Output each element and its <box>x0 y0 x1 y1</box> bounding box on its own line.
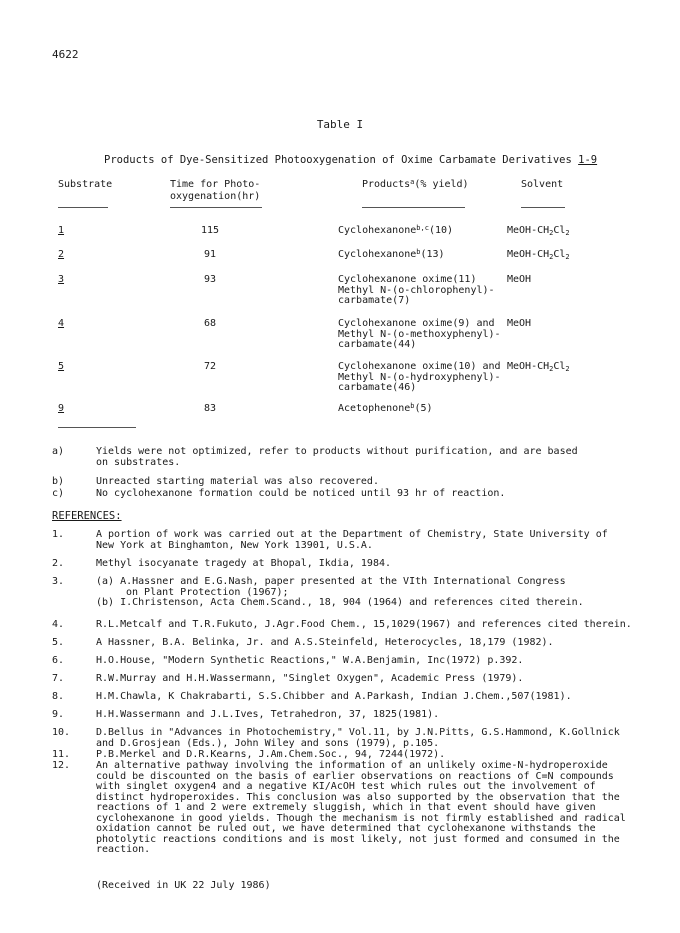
cell-products <box>338 362 501 394</box>
reference-line: Methyl isocyanate tragedy at Bhopal, Ikdia, 1984. <box>96 558 392 569</box>
footnote-line: on substrates. <box>96 457 181 468</box>
cell-time: 68 <box>203 318 217 329</box>
reference-line: distinct hydroperoxides. This conclusion was also supported by the observation that the <box>96 791 620 803</box>
header-rule-solvent <box>521 207 565 208</box>
cell-substrate: 3 <box>58 274 65 285</box>
product-line: Cyclohexanone oxime(10) and <box>338 361 501 372</box>
header-solvent: Solvent <box>521 179 564 190</box>
solvent-sub1: 2 <box>549 229 554 237</box>
reference-line: and D.Grosjean (Eds.), John Wiley and sons (1979), p.105. <box>96 737 440 749</box>
header-products <box>362 179 469 191</box>
cell-time: 115 <box>200 225 220 236</box>
reference-number: 1. <box>52 529 65 540</box>
cell-products <box>338 275 495 307</box>
reference-number: 7. <box>52 673 65 684</box>
solvent-a: MeOH-CH <box>507 249 550 260</box>
reference-line: reactions of 1 and 2 were extremely sluggish, which in that event should have given <box>96 802 596 813</box>
table-bottom-rule <box>58 427 136 428</box>
cell-time: 91 <box>203 249 217 260</box>
reference-line: D.Bellus in "Advances in Photochemistry," Vol.11, by J.N.Pitts, G.S.Hammond, K.Gollnick <box>96 727 620 738</box>
product-line: carbamate(46) <box>338 382 417 393</box>
cell-substrate: 9 <box>58 403 65 414</box>
table-caption-text: Products of Dye-Sensitized Photooxygenation of Oxime Carbamate Derivatives <box>104 154 579 166</box>
cell-products <box>338 250 445 261</box>
table-label: Table I <box>316 118 364 131</box>
reference-number: 5. <box>52 637 65 648</box>
reference-number: 4. <box>52 619 65 630</box>
product-rest: (5) <box>414 403 433 414</box>
product-line: Cyclohexanone <box>338 225 417 236</box>
reference-line: cyclohexanone in good yields. Though the mechanism is not firmly established and radical <box>96 812 626 824</box>
reference-line: R.W.Murray and H.H.Wassermann, "Singlet Oxygen", Academic Press (1979). <box>96 673 524 684</box>
reference-line: P.B.Merkel and D.R.Kearns, J.Am.Chem.Soc., 94, 7244(1972). <box>96 749 446 760</box>
product-rest: (13) <box>420 249 445 260</box>
solvent-b: Cl <box>553 361 566 372</box>
page-number: 4622 <box>52 48 79 61</box>
product-line: Cyclohexanone oxime(9) and <box>338 318 495 329</box>
cell-time: 93 <box>203 274 217 285</box>
reference-number: 11. <box>52 749 71 760</box>
header-substrate: Substrate <box>58 179 113 190</box>
product-line: carbamate(44) <box>338 339 417 350</box>
cell-time: 83 <box>203 403 217 414</box>
footnote-label: b) <box>52 476 65 487</box>
reference-line: oxidation cannot be ruled out, we have determined that cyclohexanone withstands the <box>96 823 596 834</box>
cell-solvent: MeOH <box>507 274 532 285</box>
product-sup: b <box>416 248 421 256</box>
reference-line: A Hassner, B.A. Belinka, Jr. and A.S.Steinfeld, Heterocycles, 18,179 (1982). <box>96 637 554 648</box>
cell-time: 72 <box>203 361 217 372</box>
reference-line: New York at Binghamton, New York 13901, U.S.A. <box>96 539 373 551</box>
solvent-sub2: 2 <box>565 253 570 261</box>
reference-line: on Plant Protection (1967); <box>126 586 289 598</box>
product-line: Methyl N-(o-methoxyphenyl)- <box>338 328 501 340</box>
table-caption-ref: 1-9 <box>578 154 598 166</box>
reference-line: (a) A.Hassner and E.G.Nash, paper presented at the VIth International Congress <box>96 576 566 587</box>
solvent-sub2: 2 <box>565 365 570 373</box>
footnote-line: Yields were not optimized, refer to products without purification, and are based <box>96 446 578 457</box>
reference-line: with singlet oxygen4 and a negative KI/AcOH test which rules out the involvement of <box>96 781 596 792</box>
header-time-line2: oxygenation(hr) <box>170 191 261 202</box>
product-line: Methyl N-(o-chlorophenyl)- <box>338 284 495 296</box>
cell-solvent <box>507 226 570 237</box>
cell-products <box>338 404 433 415</box>
reference-line: H.O.House, "Modern Synthetic Reactions," W.A.Benjamin, Inc(1972) p.392. <box>96 655 524 666</box>
reference-line: photolytic reactions conditions and is most likely, not just formed and consumed in the <box>96 833 620 845</box>
references-heading: REFERENCES: <box>52 510 122 522</box>
product-sup: b,c <box>416 224 429 232</box>
cell-solvent <box>507 362 570 373</box>
product-rest: (10) <box>428 225 454 236</box>
solvent-a: MeOH-CH <box>507 361 550 372</box>
reference-line: reaction. <box>96 844 151 855</box>
header-time <box>170 179 260 203</box>
header-rule-substrate <box>58 207 108 208</box>
product-line: Cyclohexanone oxime(11) <box>338 274 477 285</box>
cell-products <box>338 319 501 351</box>
footnote-line: Unreacted starting material was also recovered. <box>96 476 379 487</box>
reference-number: 9. <box>52 709 65 720</box>
reference-line: could be discounted on the basis of earlier observations on reactions of C=N compounds <box>96 770 614 782</box>
header-products-sup: a <box>410 178 415 186</box>
reference-line: An alternative pathway involving the information of an unlikely oxime-N-hydroperoxide <box>96 760 608 771</box>
cell-solvent <box>507 250 570 261</box>
solvent-b: Cl <box>553 225 566 236</box>
footnote-line: No cyclohexanone formation could be noticed until 93 hr of reaction. <box>96 488 506 499</box>
reference-number: 12. <box>52 760 71 771</box>
reference-number: 2. <box>52 558 65 569</box>
reference-number: 8. <box>52 691 65 702</box>
product-sup: b <box>410 402 415 410</box>
header-rule-time <box>170 207 262 208</box>
solvent-sub1: 2 <box>549 365 554 373</box>
solvent-sub1: 2 <box>549 253 554 261</box>
reference-line: A portion of work was carried out at the Department of Chemistry, State University of <box>96 529 608 540</box>
header-rule-products <box>362 207 465 208</box>
reference-number: 10. <box>52 727 71 738</box>
reference-line: H.M.Chawla, K Chakrabarti, S.S.Chibber and A.Parkash, Indian J.Chem.,507(1981). <box>96 691 572 702</box>
product-line: Cyclohexanone <box>338 249 417 260</box>
reference-number: 6. <box>52 655 65 666</box>
reference-line: R.L.Metcalf and T.R.Fukuto, J.Agr.Food Chem., 15,1029(1967) and references cited therein. <box>96 619 632 630</box>
cell-substrate: 1 <box>58 225 65 236</box>
footnote-label: c) <box>52 488 65 499</box>
header-products-rest: (% yield) <box>414 179 469 190</box>
solvent-sub2: 2 <box>565 229 570 237</box>
cell-solvent: MeOH <box>507 318 532 329</box>
solvent-b: Cl <box>553 249 566 260</box>
cell-products <box>338 226 453 237</box>
received-date: (Received in UK 22 July 1986) <box>96 880 271 891</box>
solvent-a: MeOH-CH <box>507 225 550 236</box>
cell-substrate: 2 <box>58 249 65 260</box>
cell-substrate: 5 <box>58 361 65 372</box>
product-line: carbamate(7) <box>338 295 411 306</box>
cell-substrate: 4 <box>58 318 65 329</box>
footnote-label: a) <box>52 446 65 457</box>
header-products-label: Products <box>362 179 411 190</box>
table-caption <box>104 154 597 166</box>
reference-line: H.H.Wassermann and J.L.Ives, Tetrahedron, 37, 1825(1981). <box>96 709 440 720</box>
reference-line: (b) I.Christenson, Acta Chem.Scand., 18, 904 (1964) and references cited therein. <box>96 597 584 608</box>
product-line: Methyl N-(o-hydroxyphenyl)- <box>338 371 501 383</box>
header-time-line1: Time for Photo- <box>170 179 261 190</box>
reference-number: 3. <box>52 576 65 587</box>
product-line: Acetophenone <box>338 403 411 414</box>
